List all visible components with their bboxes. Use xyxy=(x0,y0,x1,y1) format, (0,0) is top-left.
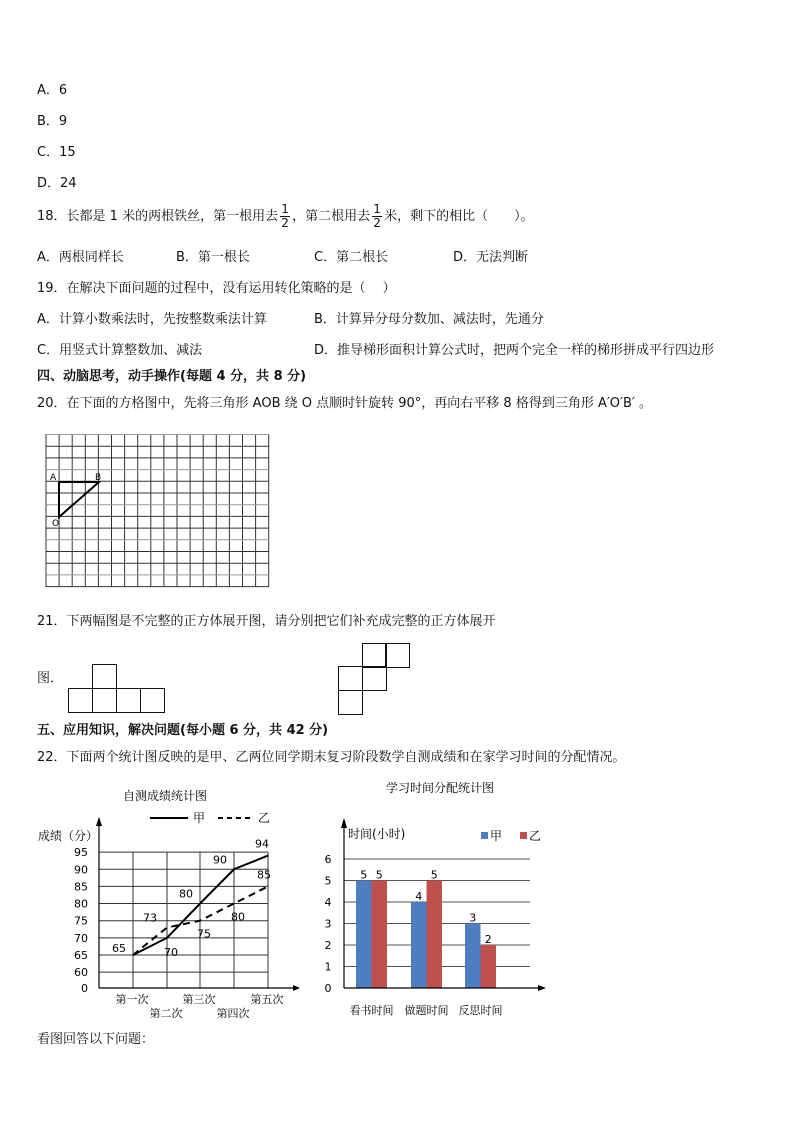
q17-option-b: B．9 xyxy=(37,114,68,129)
data-label: 5 xyxy=(430,868,438,882)
y-tick-label: 70 xyxy=(74,931,88,945)
x-tick-label: 做题时间 xyxy=(404,1004,449,1017)
data-label: 85 xyxy=(257,868,271,882)
data-label: 3 xyxy=(469,911,477,925)
legend-label-yi: 乙 xyxy=(258,811,271,825)
x-tick-label: 反思时间 xyxy=(458,1004,503,1017)
q17-option-c: C．15 xyxy=(37,145,76,160)
y-tick-label: 75 xyxy=(74,914,88,928)
x-tick-label: 第三次 xyxy=(182,993,216,1006)
y-tick-label: 85 xyxy=(74,880,88,894)
y-tick-label: 0 xyxy=(324,982,332,995)
legend-label-yi: 乙 xyxy=(529,829,542,843)
y-tick-label: 4 xyxy=(324,896,332,909)
q21-text-continued: 图． xyxy=(37,671,64,686)
y-tick-label: 80 xyxy=(74,897,88,911)
data-label: 73 xyxy=(143,911,157,925)
legend-label-jia: 甲 xyxy=(490,829,503,843)
q18-option-c: C．第二根长 xyxy=(314,250,389,265)
denominator: 2 xyxy=(281,216,289,230)
y-axis-label: 成绩（分） xyxy=(38,829,99,843)
q21-text: 21．下两幅图是不完整的正方体展开图，请分别把它们补充成完整的正方体展开 xyxy=(37,614,496,629)
bar-yi xyxy=(481,945,497,988)
q18-text-2: ，第二根用去 xyxy=(292,208,371,224)
q19-option-b: B．计算异分母分数加、减法时，先通分 xyxy=(314,312,544,327)
q17-option-a: A．6 xyxy=(37,83,68,98)
chart-title: 自测成绩统计图 xyxy=(122,789,208,803)
y-tick-label: 95 xyxy=(74,846,88,860)
y-tick-label: 3 xyxy=(324,917,332,931)
section-5-heading: 五、应用知识，解决问题(每小题 6 分，共 42 分) xyxy=(37,723,329,738)
label-b: B xyxy=(95,473,102,483)
y-tick-label: 65 xyxy=(74,949,88,962)
q19-text: 19．在解决下面问题的过程中，没有运用转化策略的是（ ） xyxy=(37,281,396,296)
legend-label-jia: 甲 xyxy=(193,811,206,825)
bar-jia xyxy=(356,881,372,989)
section-4-heading: 四、动脑思考，动手操作(每题 4 分，共 8 分) xyxy=(37,369,307,384)
y-tick-label: 5 xyxy=(324,874,332,888)
numerator: 1 xyxy=(373,202,381,216)
label-o: O xyxy=(52,519,60,529)
data-label: 94 xyxy=(255,837,269,851)
denominator: 2 xyxy=(373,216,381,230)
bar-yi xyxy=(427,881,443,989)
q22-text: 22．下面两个统计图反映的是甲、乙两位同学期末复习阶段数学自测成绩和在家学习时间的分配情况。 xyxy=(37,750,626,765)
q19-option-c: C．用竖式计算整数加、减法 xyxy=(37,343,203,358)
data-label: 4 xyxy=(415,890,423,903)
x-tick-label: 第二次 xyxy=(149,1007,183,1020)
numerator: 1 xyxy=(281,202,289,216)
y-tick-label: 0 xyxy=(81,982,88,995)
q18-text-1: 18．长都是 1 米的两根铁丝，第一根用去 xyxy=(37,208,279,224)
y-axis-arrow xyxy=(341,818,347,828)
legend-swatch-jia xyxy=(481,832,488,839)
x-tick-label: 第一次 xyxy=(115,993,149,1006)
data-label: 5 xyxy=(360,868,368,882)
label-a: A xyxy=(50,473,57,483)
legend-swatch-yi xyxy=(520,832,527,839)
y-tick-label: 1 xyxy=(324,960,332,974)
q20-text: 20．在下面的方格图中，先将三角形 AOB 绕 O 点顺时针旋转 90°，再向右平移 8 格得到三角形 A′O′B′ 。 xyxy=(37,396,652,411)
bar-jia xyxy=(465,924,481,989)
x-axis-arrow xyxy=(538,985,546,991)
y-tick-label: 90 xyxy=(74,863,88,877)
x-tick-label: 第五次 xyxy=(250,993,284,1006)
x-tick-label: 第四次 xyxy=(216,1007,250,1020)
data-label: 2 xyxy=(484,933,492,946)
q19-option-a: A．计算小数乘法时，先按整数乘法计算 xyxy=(37,312,267,327)
y-tick-label: 2 xyxy=(324,939,332,952)
data-label: 70 xyxy=(164,945,178,959)
bar-yi xyxy=(372,881,388,989)
data-label: 80 xyxy=(231,910,245,924)
data-label: 65 xyxy=(112,942,126,955)
y-tick-label: 60 xyxy=(74,966,88,980)
q18-option-d: D．无法判断 xyxy=(453,250,529,265)
y-axis-label: 时间(小时) xyxy=(348,827,406,841)
x-tick-label: 看书时间 xyxy=(349,1004,394,1017)
footer-instruction: 看图回答以下问题： xyxy=(37,1032,155,1047)
data-label: 5 xyxy=(375,868,383,882)
data-label: 90 xyxy=(213,853,227,867)
q17-option-d: D．24 xyxy=(37,176,77,191)
chart-title: 学习时间分配统计图 xyxy=(385,781,495,795)
q18-option-b: B．第一根长 xyxy=(176,250,250,265)
q19-option-d: D．推导梯形面积计算公式时，把两个完全一样的梯形拼成平行四边形 xyxy=(314,343,715,358)
q18-text-3: 米，剩下的相比（ ）。 xyxy=(384,208,534,224)
data-label: 75 xyxy=(197,927,211,941)
q18-option-a: A．两根同样长 xyxy=(37,250,124,265)
data-label: 80 xyxy=(179,887,193,901)
y-tick-label: 6 xyxy=(324,853,332,866)
bar-jia xyxy=(411,902,427,988)
